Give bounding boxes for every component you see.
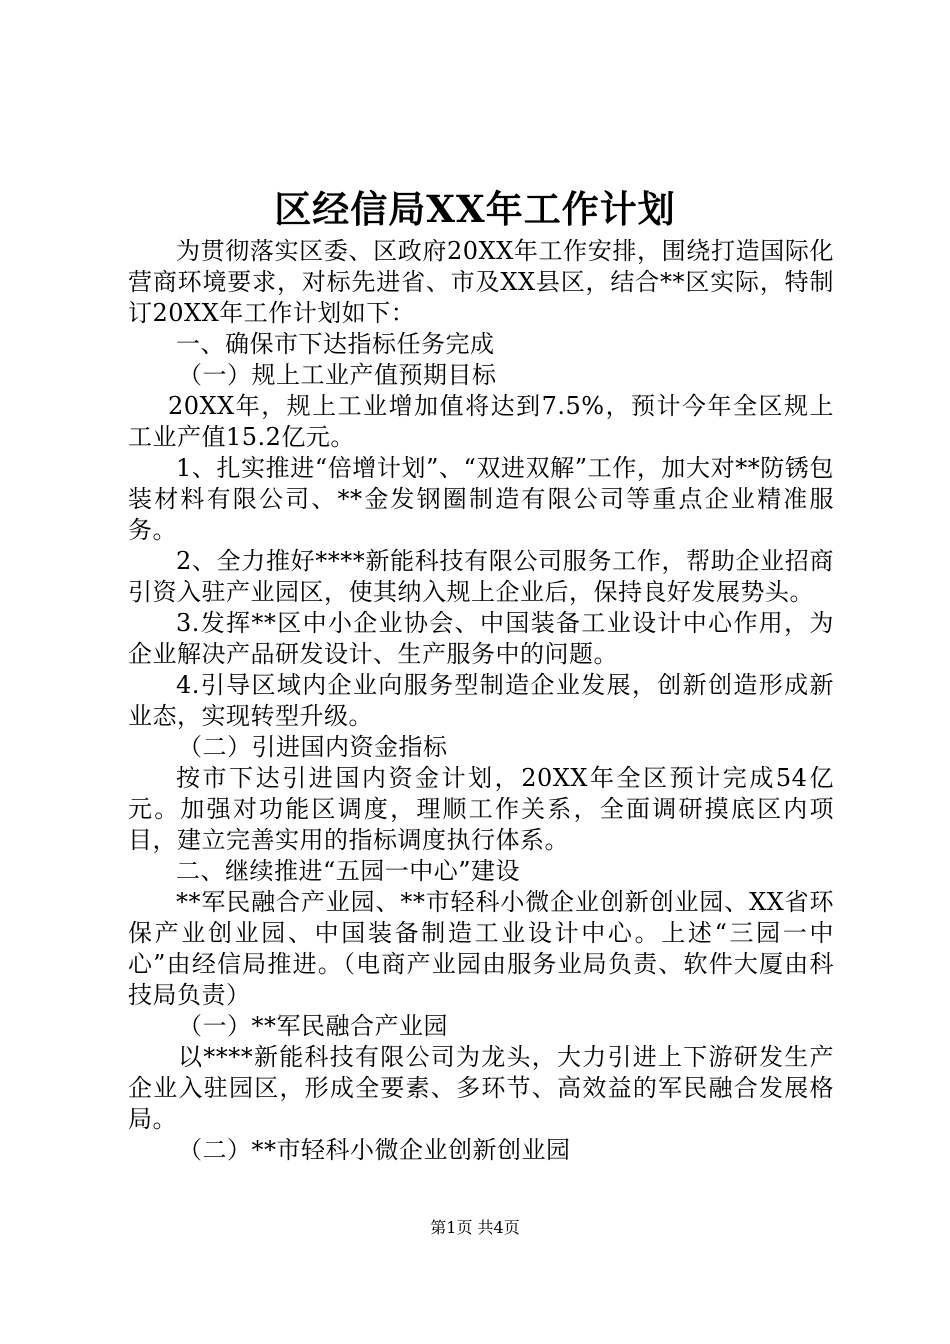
heading-subsection-2-1: （一）**军民融合产业园 <box>178 1012 448 1040</box>
heading-section-1: 一、确保市下达指标任务完成 <box>176 330 495 358</box>
document-body <box>128 236 834 1166</box>
paragraph-intro: 为贯彻落实区委、区政府20XX年工作安排，围绕打造国际化营商环境要求，对标先进省、市及XX县区，结合**区实际，特制订20XX年工作计划如下： <box>128 237 834 327</box>
page-footer: 第1页 共4页 <box>430 1218 520 1237</box>
paragraph-item-4: 4.引导区域内企业向服务型制造企业发展，创新创造形成新业态，实现转型升级。 <box>128 671 834 730</box>
paragraph-item-3: 3.发挥**区中小企业协会、中国装备工业设计中心作用，为企业解决产品研发设计、生产服务中的问题。 <box>128 609 834 668</box>
paragraph-output-target: 20XX年，规上工业增加值将达到7.5%，预计今年全区规上工业产值15.2亿元。 <box>128 392 834 451</box>
paragraph-military-park: 以****新能科技有限公司为龙头，大力引进上下游研发生产企业入驻园区，形成全要素、多环节、高效益的军民融合发展格局。 <box>128 1043 834 1133</box>
paragraph-parks: **军民融合产业园、**市轻科小微企业创新创业园、XX省环保产业创业园、中国装备制造工业设计中心。上述“三园一中心”由经信局推进。（电商产业园由服务业局负责、软件大厦由科技局负责） <box>128 888 834 1009</box>
heading-subsection-1-2: （二）引进国内资金指标 <box>178 733 448 761</box>
paragraph-item-1: 1、扎实推进“倍增计划”、“双进双解”工作，加大对**防锈包装材料有限公司、**金发钢圈制造有限公司等重点企业精准服务。 <box>128 454 834 544</box>
document-title: 区经信局XX年工作计划 <box>274 187 676 231</box>
heading-subsection-2-2: （二）**市轻科小微企业创新创业园 <box>178 1136 571 1164</box>
paragraph-domestic-capital: 按市下达引进国内资金计划，20XX年全区预计完成54亿元。加强对功能区调度，理顺工作关系，全面调研摸底区内项目，建立完善实用的指标调度执行体系。 <box>128 764 834 854</box>
heading-subsection-1-1: （一）规上工业产值预期目标 <box>178 361 497 389</box>
heading-section-2: 二、继续推进“五园一中心”建设 <box>176 857 521 885</box>
paragraph-item-2: 2、全力推好****新能科技有限公司服务工作，帮助企业招商引资入驻产业园区，使其纳入规上企业后，保持良好发展势头。 <box>128 547 834 606</box>
